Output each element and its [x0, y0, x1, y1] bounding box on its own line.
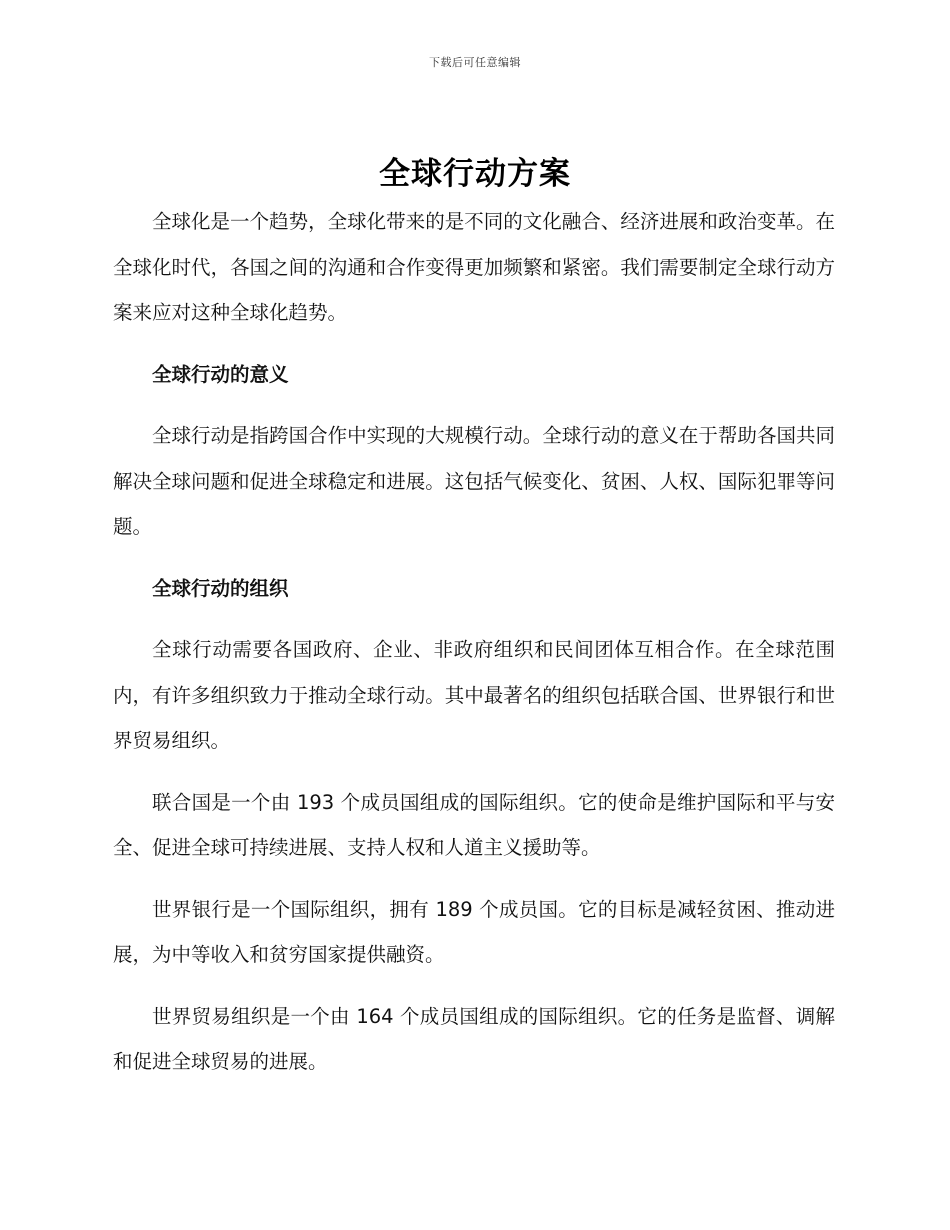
section-heading-significance: 全球行动的意义	[152, 362, 289, 386]
paragraph-world-bank: 世界银行是一个国际组织，拥有 189 个成员国。它的目标是减轻贫困、推动进展，为中等收入和贫穷国家提供融资。	[113, 897, 835, 966]
document-title: 全球行动方案	[379, 156, 571, 192]
section-heading-organization: 全球行动的组织	[152, 576, 289, 600]
paragraph-intro: 全球化是一个趋势，全球化带来的是不同的文化融合、经济进展和政治变革。在全球化时代，各国之间的沟通和合作变得更加频繁和紧密。我们需要制定全球行动方案来应对这种全球化趋势。	[113, 210, 835, 324]
paragraph-un: 联合国是一个由 193 个成员国组成的国际组织。它的使命是维护国际和平与安全、促进全球可持续进展、支持人权和人道主义援助等。	[113, 790, 835, 859]
document-body	[113, 199, 835, 1101]
paragraph-wto: 世界贸易组织是一个由 164 个成员国组成的国际组织。它的任务是监督、调解和促进全球贸易的进展。	[113, 1004, 835, 1073]
paragraph-organization: 全球行动需要各国政府、企业、非政府组织和民间团体互相合作。在全球范围内，有许多组织致力于推动全球行动。其中最著名的组织包括联合国、世界银行和世界贸易组织。	[113, 638, 835, 752]
paragraph-significance: 全球行动是指跨国合作中实现的大规模行动。全球行动的意义在于帮助各国共同解决全球问题和促进全球稳定和进展。这包括气候变化、贫困、人权、国际犯罪等问题。	[113, 424, 835, 538]
header-note: 下载后可任意编辑	[429, 56, 521, 69]
